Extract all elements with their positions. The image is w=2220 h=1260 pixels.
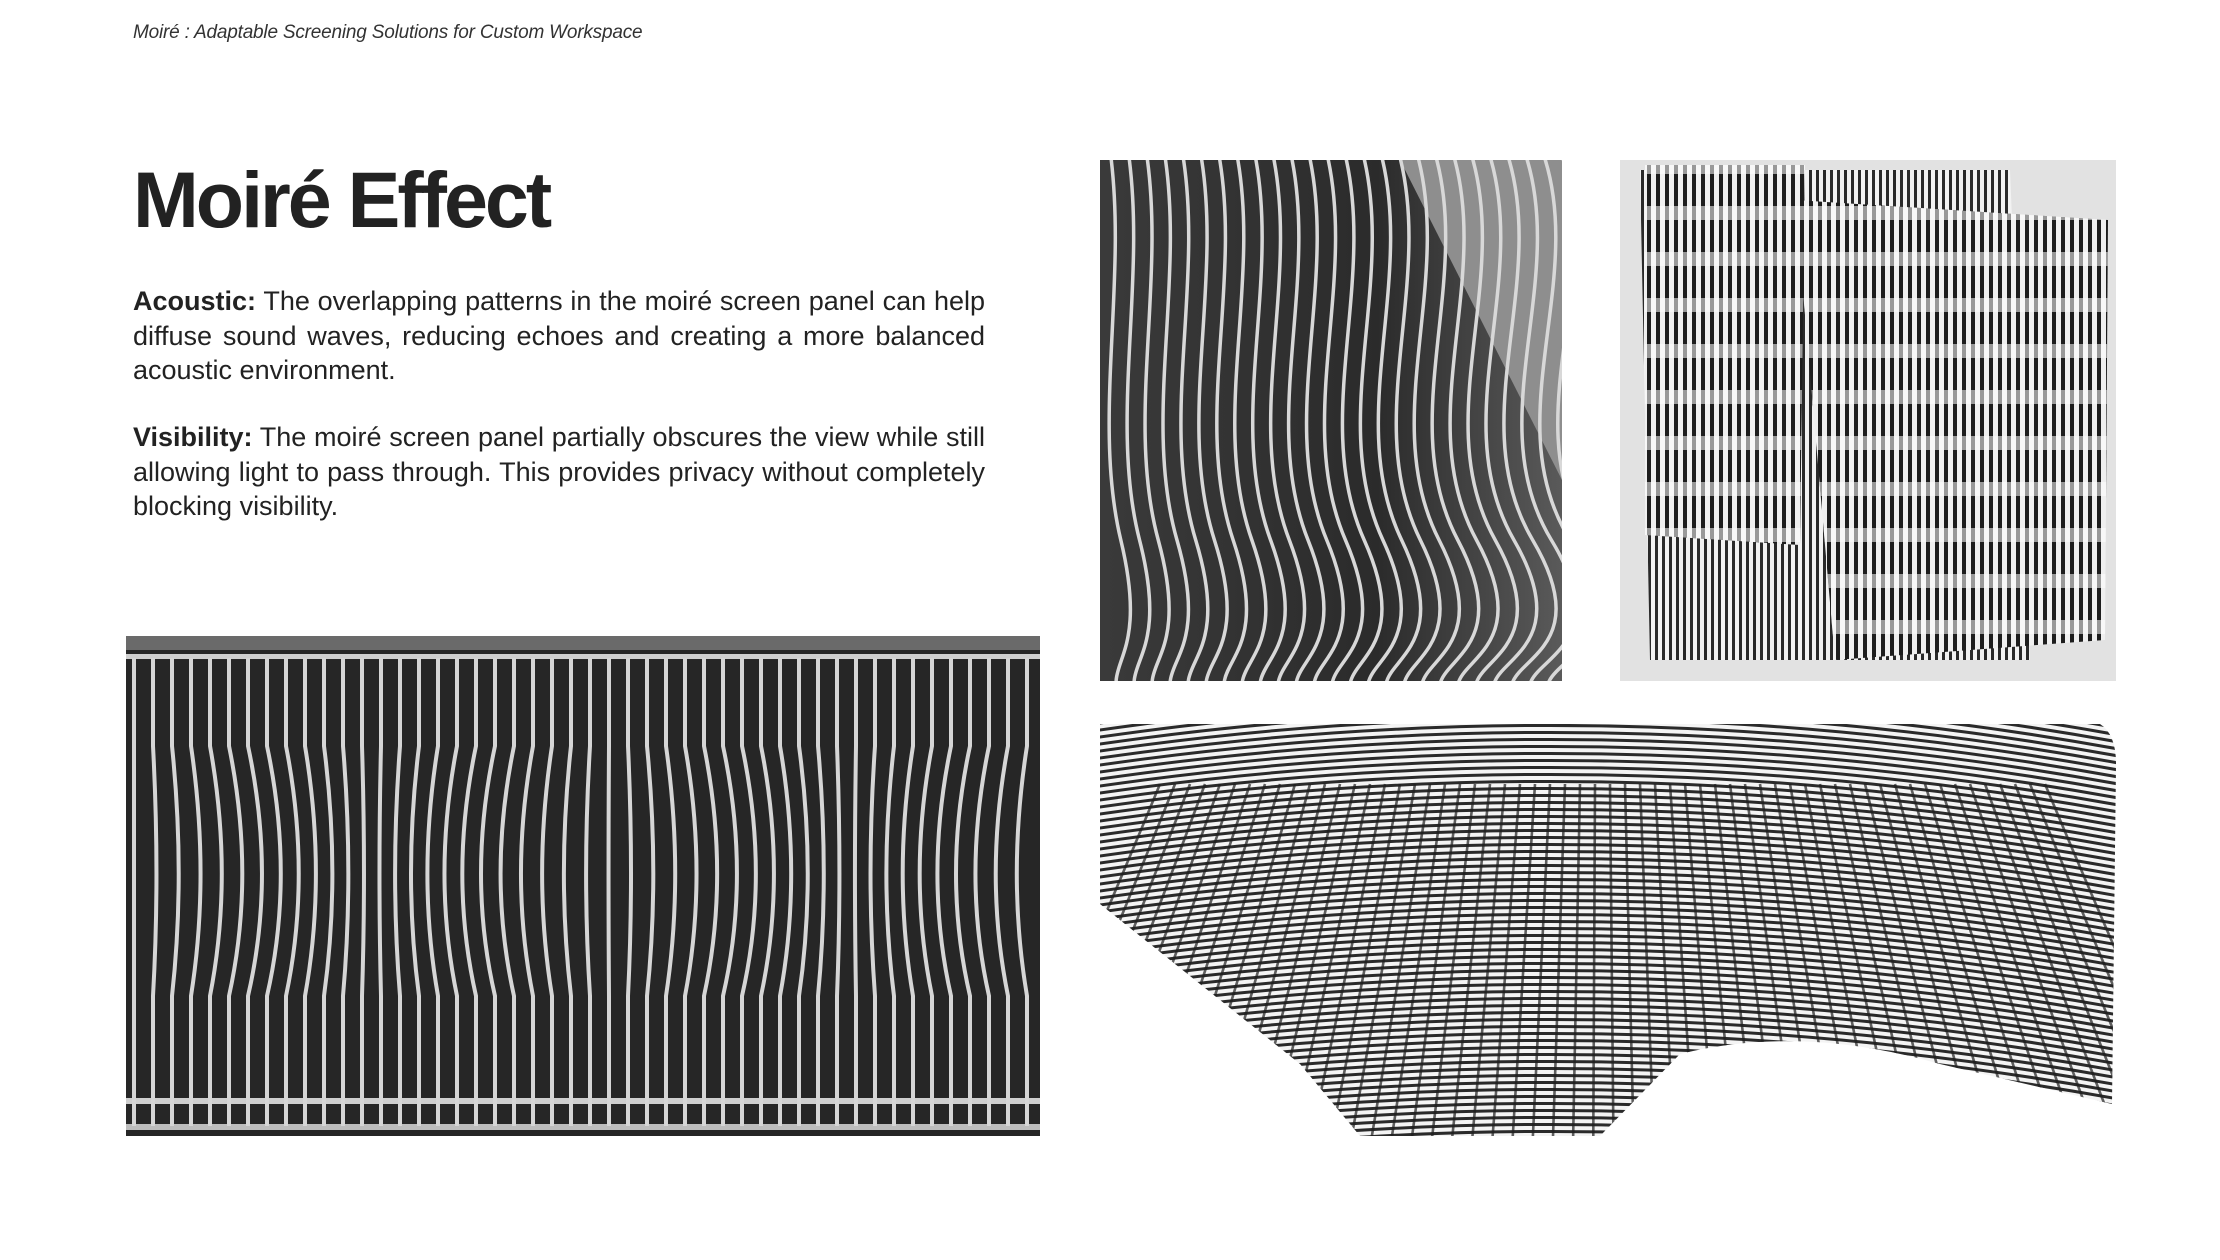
facade-fins-photo: [1100, 160, 1562, 681]
visibility-text: The moiré screen panel partially obscures the view while still allowing light to pass through. This provides privacy without completely blocking visibility.: [133, 422, 985, 521]
visibility-paragraph: [133, 420, 985, 524]
document-header: Moiré : Adaptable Screening Solutions for Custom Workspace: [133, 22, 643, 43]
acoustic-label: Acoustic:: [133, 286, 257, 316]
acoustic-paragraph: [133, 284, 985, 388]
railing-photo: [126, 636, 1040, 1136]
page-title: Moiré Effect: [133, 155, 550, 244]
acoustic-text: The overlapping patterns in the moiré screen panel can help diffuse sound waves, reducing echoes and creating a more balanced acoustic environment.: [133, 286, 985, 385]
striped-sheets-photo: [1620, 160, 2116, 681]
visibility-label: Visibility:: [133, 422, 253, 452]
fanned-lines-photo: [1100, 724, 2116, 1136]
